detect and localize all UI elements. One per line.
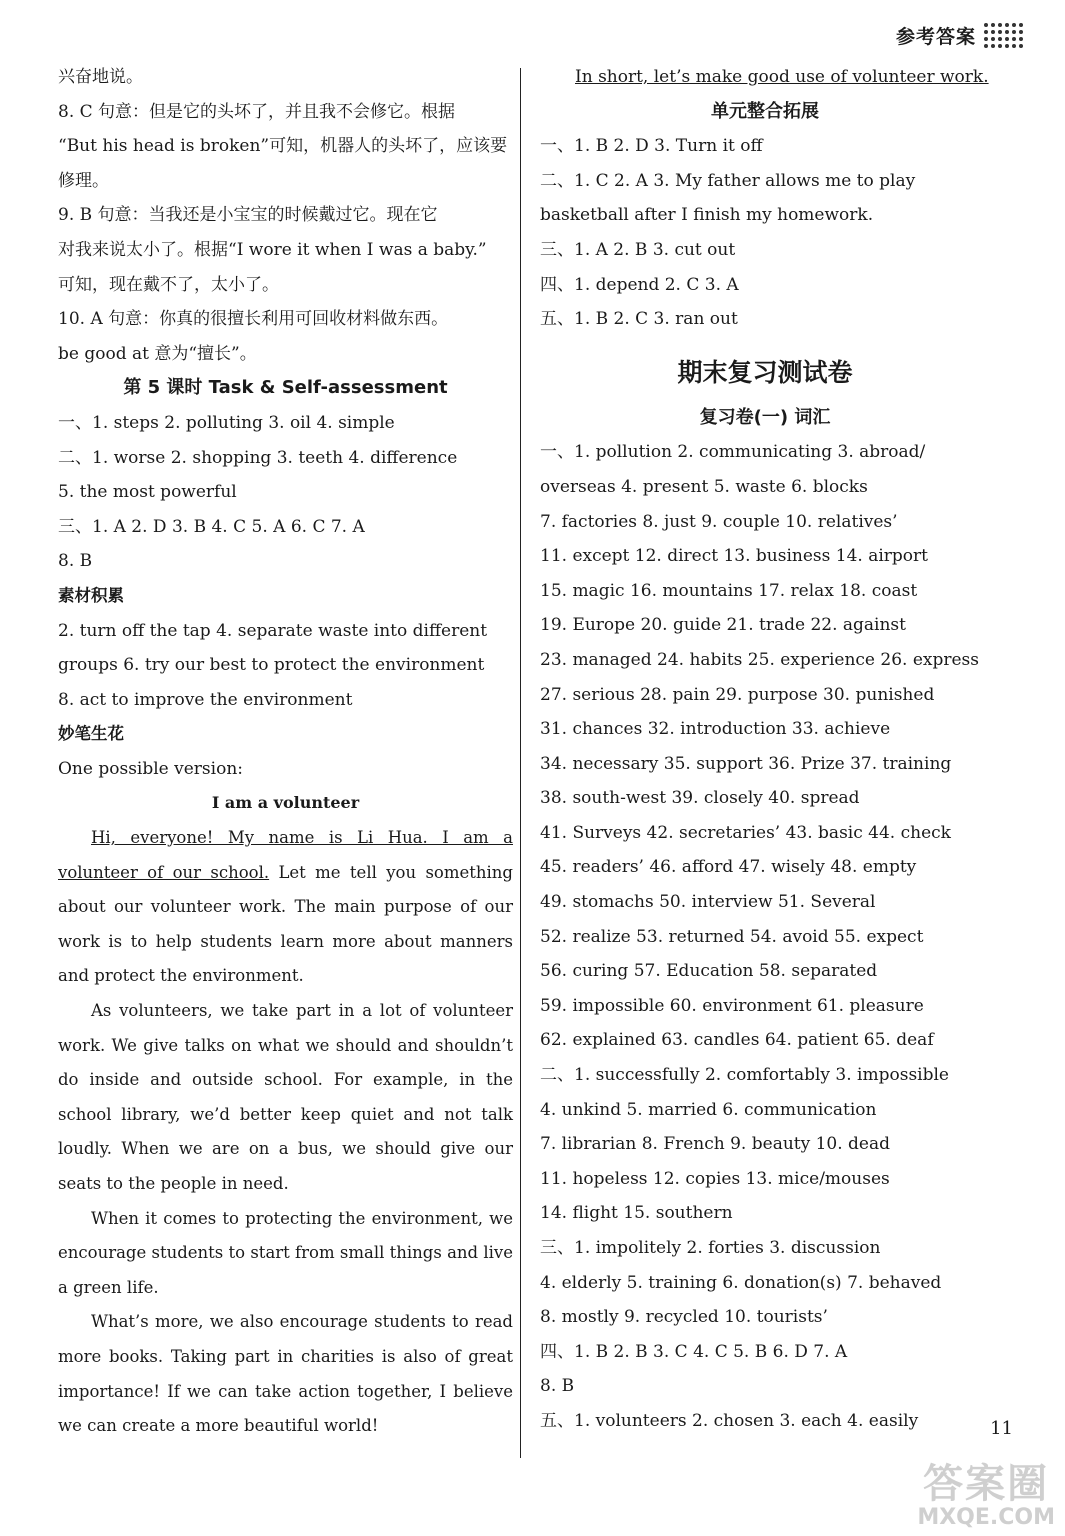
watermark-en: MXQE.COM [917,1504,1055,1530]
text-line: 兴奋地说。 [58,67,143,87]
answer-line: 10. A 句意：你真的很擅长利用可回收材料做东西。 [58,309,449,330]
column-divider [520,68,521,1458]
answer-line: 19. Europe 20. guide 21. trade 22. against [540,615,906,636]
miaobi-heading: 妙笔生花 [58,724,124,744]
essay-paragraph: When it comes to protecting the environment, we encourage students to start from small things and live a green life. [58,1208,513,1297]
dots-decoration-icon [984,23,1023,48]
answer-line: 二、1. C 2. A 3. My father allows me to play [540,170,916,191]
answer-line: 56. curing 57. Education 58. separated [540,961,878,982]
underlined-sentence: In short, let’s make good use of volunteer work. [575,67,989,87]
essay-title: I am a volunteer [211,793,360,813]
essay-paragraph: What’s more, we also encourage students to read more books. Taking part in charities is also of great importance! If we can take action together, I believe we can create a more beautiful world! [58,1312,513,1436]
answer-line: 三、1. impolitely 2. forties 3. discussion [540,1238,881,1258]
answer-line: 二、1. successfully 2. comfortably 3. impossible [540,1065,949,1086]
answer-line: 二、1. worse 2. shopping 3. teeth 4. difference [58,447,458,468]
answer-line: 8. mostly 9. recycled 10. tourists’ [540,1307,828,1328]
answer-line: 7. librarian 8. French 9. beauty 10. dead [540,1134,891,1155]
possible-version: One possible version: [58,758,243,779]
answer-line: 38. south-west 39. closely 40. spread [540,788,860,809]
answer-line: groups 6. try our best to protect the environment [58,655,485,676]
unit-title: 单元整合拓展 [711,100,819,122]
answer-line: 23. managed 24. habits 25. experience 26. express [540,649,980,670]
sucai-heading: 素材积累 [58,585,124,605]
exam-title: 期末复习测试卷 [677,357,853,387]
answer-line: 四、1. depend 2. C 3. A [540,274,739,295]
header-title: 参考答案 [895,26,976,48]
watermark-logo [917,1462,1055,1530]
answer-line: 7. factories 8. just 9. couple 10. relatives’ [540,511,898,532]
answer-line: 三、1. A 2. D 3. B 4. C 5. A 6. C 7. A [58,516,365,537]
answer-line: 31. chances 32. introduction 33. achieve [540,719,891,740]
answer-line: 14. flight 15. southern [540,1203,733,1224]
answer-line: 一、1. steps 2. polluting 3. oil 4. simple [58,412,395,433]
answer-line: 34. necessary 35. support 36. Prize 37. training [540,753,952,774]
vocab-answer-list [540,435,990,1438]
text-line: 修理。 [58,170,109,191]
answer-line: 8. B [540,1376,575,1397]
answer-line: 8. C 句意：但是它的头坏了，并且我不会修它。根据 [58,101,456,122]
answer-line: 11. hopeless 12. copies 13. mice/mouses [540,1168,890,1189]
text-line: “But his head is broken”可知，机器人的头坏了，应该要 [58,136,508,157]
review-title: 复习卷(一) 词汇 [699,406,831,428]
page-header [896,22,1023,49]
left-column [58,60,513,1444]
answer-line: 8. act to improve the environment [58,689,353,710]
text-line: 对我来说太小了。根据“I wore it when I was a baby.” [58,239,487,260]
essay-paragraph [58,821,513,994]
text-line: be good at 意为“擅长”。 [58,343,257,364]
answer-line: 52. realize 53. returned 54. avoid 55. expect [540,926,924,947]
section-title: 第 5 课时 Task & Self-assessment [123,377,448,399]
answer-line: 一、1. pollution 2. communicating 3. abroad/ [540,442,926,463]
page-number: 11 [990,1418,1013,1439]
answer-line: overseas 4. present 5. waste 6. blocks [540,476,868,497]
answer-line: 一、1. B 2. D 3. Turn it off [540,136,763,157]
answer-line: 三、1. A 2. B 3. cut out [540,239,736,260]
paragraph-text: Let me tell you something about our volunteer work. The main purpose of our work is to help students learn more about manners and protect the environment. [58,862,513,986]
answer-line: 45. readers’ 46. afford 47. wisely 48. empty [540,857,917,878]
answer-line: 15. magic 16. mountains 17. relax 18. coast [540,580,918,601]
answer-line: 62. explained 63. candles 64. patient 65. deaf [540,1030,934,1051]
answer-line: 五、1. B 2. C 3. ran out [540,309,738,330]
answer-line: 四、1. B 2. B 3. C 4. C 5. B 6. D 7. A [540,1341,848,1362]
answer-line: 五、1. volunteers 2. chosen 3. each 4. easily [540,1410,919,1431]
answer-line: 4. elderly 5. training 6. donation(s) 7. behaved [540,1272,942,1293]
watermark-cn: 答案圈 [923,1460,1050,1507]
answer-line: 59. impossible 60. environment 61. pleasure [540,995,924,1016]
answer-line: 9. B 句意：当我还是小宝宝的时候戴过它。现在它 [58,205,438,226]
underlined-sentence: Hi, everyone! My name is Li Hua. I am a volunteer of our school. [58,828,513,882]
answer-line: basketball after I finish my homework. [540,205,874,226]
answer-line: 49. stomachs 50. interview 51. Several [540,892,876,913]
answer-line: 8. B [58,551,93,572]
answer-line: 11. except 12. direct 13. business 14. airport [540,546,928,567]
answer-line: 27. serious 28. pain 29. purpose 30. punished [540,684,935,705]
right-column [540,60,990,1439]
text-line: 可知，现在戴不了，太小了。 [58,274,279,295]
answer-line: 41. Surveys 42. secretaries’ 43. basic 44. check [540,822,951,843]
answer-line: 4. unkind 5. married 6. communication [540,1099,877,1120]
answer-line: 5. the most powerful [58,482,237,503]
answer-line: 2. turn off the tap 4. separate waste into different [58,620,488,641]
essay-paragraph: As volunteers, we take part in a lot of volunteer work. We give talks on what we should and shouldn’t do inside and outside school. For example, in the school library, we’d better keep quiet and not talk loudly. When we are on a bus, we should give our seats to the people in need. [58,1001,513,1193]
